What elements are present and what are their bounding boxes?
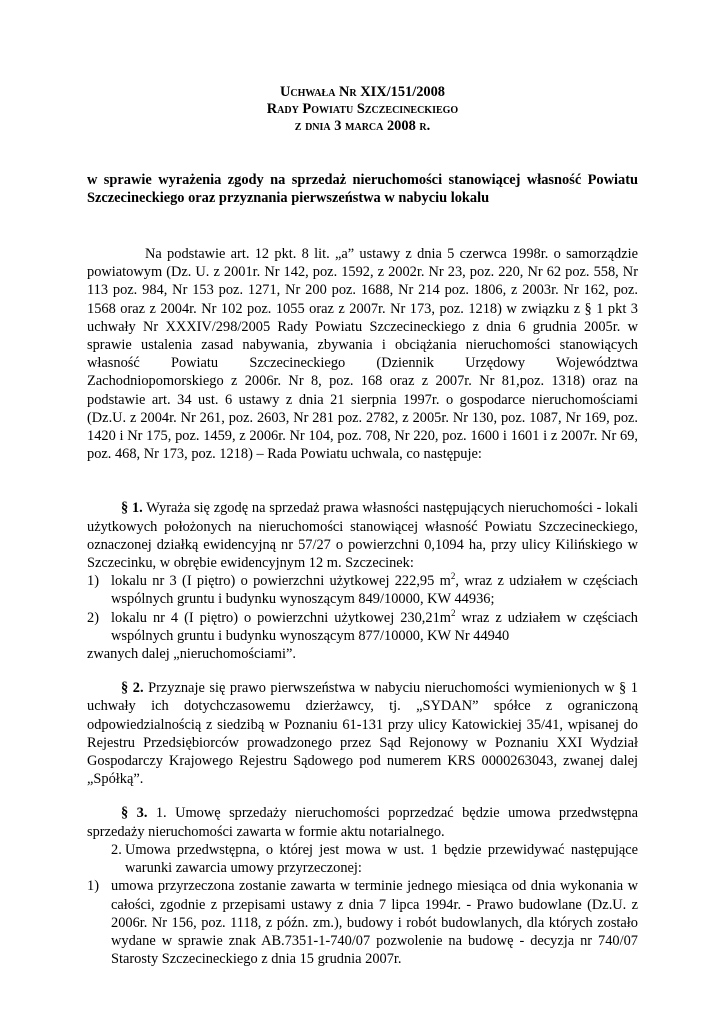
section-text: Wyraża się zgodę na sprzedaż prawa własności następujących nieruchomości - lokali użytkowych położonych na nieruchomości stanowiącej własność Powiatu Szczecineckiego, oznaczonej działką ewidencyjną nr 57/27 o powierzchni 0,1094 ha, przy ulicy Kilińskiego w Szczecinku, w obrębie ewidencyjnym 12 m. Szczecinek: [87,500,638,572]
section-3 [87,804,638,840]
section-3-point-2: 2. Umowa przedwstępna, o której jest mowa w ust. 1 będzie przewidywać następujące warunki zawarcia umowy przyrzeczonej: [111,841,638,877]
section-mark: § 3. [121,805,148,822]
resolution-date: z dnia 3 marca 2008 r. [294,118,431,134]
section-mark: § 1. [121,500,143,517]
issuing-council: Rady Powiatu Szczecineckiego [266,101,459,117]
legal-basis-paragraph: Na podstawie art. 12 pkt. 8 lit. „a” ustawy z dnia 5 czerwca 1998r. o samorządzie powiatowym (Dz. U. z 2001r. Nr 142, poz. 1592, z 2002r. Nr 23, poz. 220, Nr 62 poz. 558, Nr 113 poz. 984, Nr 153 poz. 1271, Nr 200 poz. 1688, Nr 214 poz. 1806, z 2003r. Nr 162, poz. 1568 oraz z 2004r. Nr 102 poz. 1055 oraz z 2007r. Nr 173, poz. 1218) w związku z § 1 pkt 3 uchwały Nr XXXIV/298/2005 Rady Powiatu Szczecineckiego z dnia 6 grudnia 2005r. w sprawie ustalenia zasad nabywania, zbywania i obciążania nieruchomości stanowiących własność Powiatu Szczecineckiego (Dziennik Urzędowy Województwa Zachodniopomorskiego z 2006r. Nr 8, poz. 168 oraz z 2007r. Nr 81,poz. 1318) oraz na podstawie art. 34 ust. 6 ustawy z dnia 21 sierpnia 1997r. o gospodarce nieruchomościami (Dz.U. z 2004r. Nr 261, poz. 2603, Nr 281 poz. 2782, z 2005r. Nr 130, poz. 1087, Nr 169, poz. 1420 i Nr 175, poz. 1459, z 2006r. Nr 104, poz. 708, Nr 220, poz. 1600 i 1601 i z 2007r. Nr 69, poz. 468, Nr 173, poz. 1218) – Rada Powiatu uchwala, co następuje: [87,246,638,463]
section-text: 1. Umowę sprzedaży nieruchomości poprzedzać będzie umowa przedwstępna sprzedaży nieruchomości zawarta w formie aktu notarialnego. [87,805,638,840]
list-item: 1) umowa przyrzeczona zostanie zawarta w terminie jednego miesiąca od dnia wykonania w całości, zgodnie z przepisami ustawy z dnia 7 lipca 1994r. - Prawo budowlane (Dz.U. z 2006r. Nr 156, poz. 1118, z późn. zm.), budowy i robót budowlanych, dla których zostało wydane w sprawie znak AB.7351-1-740/07 pozwolenie na budowę - decyzja nr 740/07 Starosty Szczecineckiego z dnia 15 grudnia 2007r. [87,878,638,968]
section-text: Przyznaje się prawo pierwszeństwa w nabyciu nieruchomości wymienionych w § 1 uchwały ich dotychczasowemu dzierżawcy, tj. „SYDAN” spółce z ograniczoną odpowiedzialnością z siedzibą w Poznaniu 61-131 przy ulicy Katowickiej 35/41, wpisanej do Rejestru Przedsiębiorców prowadzonego przez Sąd Rejonowy w Poznaniu XXI Wydział Gospodarczy Krajowego Rejestru Sądowego pod numerem KRS 0000263043, zwanej dalej „Spółką”. [87,680,638,788]
section-1-closing: zwanych dalej „nieruchomościami”. [87,646,296,663]
list-item: 2) lokalu nr 4 (I piętro) o powierzchni użytkowej $230,21m^2$ wraz z udziałem w częściach wspólnych gruntu i budynku wynoszącym 877/10000, KW Nr 44940 [87,607,638,644]
resolution-number: Uchwała Nr XIX/151/2008 [280,84,445,100]
section-2 [87,679,638,788]
resolution-subject: w sprawie wyrażenia zgody na sprzedaż nieruchomości stanowiącej własność Powiatu Szczecineckiego oraz przyznania pierwszeństwa w nabyciu lokalu [87,172,638,206]
section-1 [87,499,638,572]
resolution-header [87,84,638,135]
section-mark: § 2. [121,680,144,697]
list-item: 1) lokalu nr 3 (I piętro) o powierzchni użytkowej 222,95 $m^2$, wraz z udziałem w częściach wspólnych gruntu i budynku wynoszącym 849/10000, KW 44936; [87,571,638,608]
